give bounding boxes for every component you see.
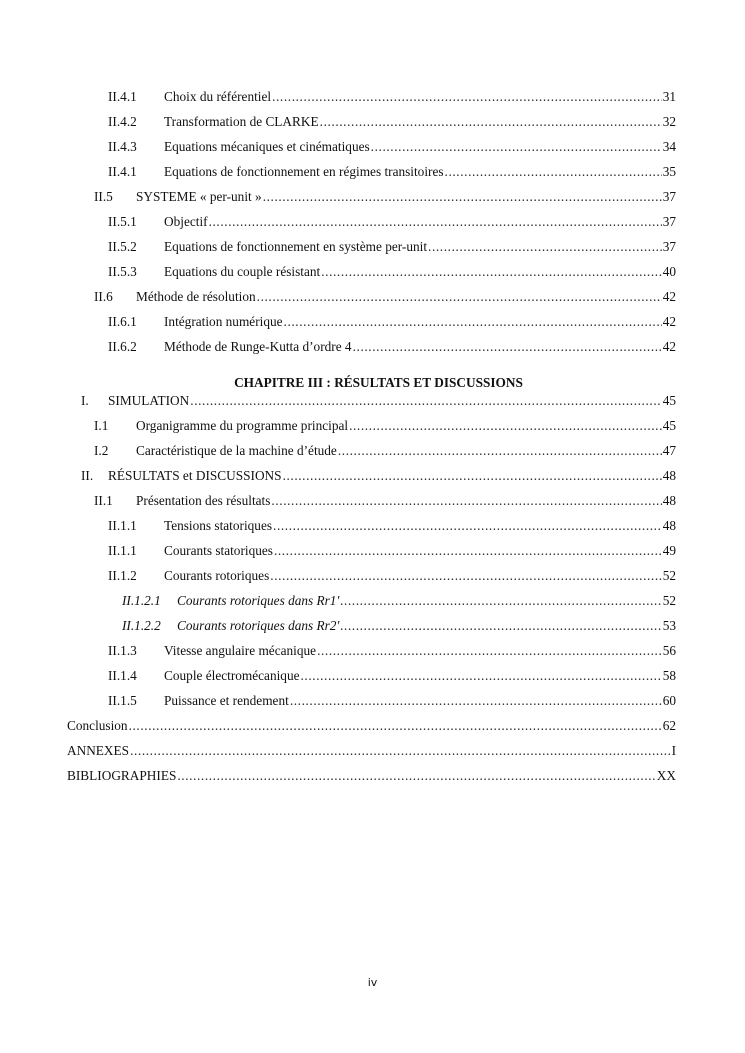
- toc-entry-number: II.5: [94, 189, 113, 204]
- toc-entry[interactable]: [81, 393, 676, 413]
- toc-entry-title: Caractéristique de la machine d’étude: [136, 443, 337, 458]
- dot-leader: [209, 214, 662, 230]
- toc-entry-page: 45: [662, 418, 676, 433]
- toc-entry-page: 52: [662, 568, 676, 583]
- toc-entry-number: II.1.1: [108, 518, 137, 533]
- toc-entry-title: Intégration numérique: [164, 314, 283, 329]
- toc-entry-page: 47: [662, 443, 676, 458]
- toc-entry-number: II.4.2: [108, 114, 137, 129]
- toc-entry-page: 42: [662, 289, 676, 304]
- toc-entry-number: II.4.1: [108, 89, 137, 104]
- toc-entry-title: RÉSULTATS et DISCUSSIONS: [108, 468, 282, 483]
- chapter-heading-text: CHAPITRE III : RÉSULTATS ET DISCUSSIONS: [234, 375, 523, 390]
- toc-entry-title: Courants rotoriques dans Rr2′: [177, 618, 340, 633]
- toc-entry-page: 58: [662, 668, 676, 683]
- toc-entry-page: 45: [662, 393, 676, 408]
- toc-entry-title: Courants statoriques: [164, 543, 273, 558]
- dot-leader: [129, 718, 662, 734]
- toc-entry-number: II.1.5: [108, 693, 137, 708]
- toc-entry[interactable]: [108, 214, 676, 234]
- toc-entry-number: II.5.1: [108, 214, 137, 229]
- dot-leader: [130, 743, 671, 759]
- toc-entry-page: 37: [662, 189, 676, 204]
- dot-leader: [321, 264, 661, 280]
- toc-entry-title: Courants rotoriques: [164, 568, 270, 583]
- toc-entry-number: II.1.2: [108, 568, 137, 583]
- dot-leader: [284, 314, 662, 330]
- toc-entry-number: II.1.3: [108, 643, 137, 658]
- toc-entry-title: SYSTEME « per-unit »: [136, 189, 262, 204]
- toc-entry-title: SIMULATION: [108, 393, 190, 408]
- toc-entry-page: 34: [662, 139, 676, 154]
- toc-entry[interactable]: [108, 314, 676, 334]
- toc-entry-title: BIBLIOGRAPHIES: [67, 768, 177, 783]
- toc-entry[interactable]: [122, 593, 676, 613]
- toc-entry[interactable]: [94, 289, 676, 309]
- toc-entry-page: 37: [662, 214, 676, 229]
- dot-leader: [320, 114, 662, 130]
- toc-entry-title: Equations mécaniques et cinématiques: [164, 139, 370, 154]
- toc-entry-page: 49: [662, 543, 676, 558]
- dot-leader: [270, 568, 661, 584]
- toc-entry-number: I.: [81, 393, 89, 408]
- dot-leader: [349, 418, 662, 434]
- dot-leader: [273, 518, 662, 534]
- toc-entry-title: Méthode de Runge-Kutta d’ordre 4: [164, 339, 352, 354]
- toc-entry-number: II.: [81, 468, 94, 483]
- toc-entry[interactable]: [94, 493, 676, 513]
- toc-entry-title: Couple électromécanique: [164, 668, 300, 683]
- dot-leader: [317, 643, 662, 659]
- dot-leader: [190, 393, 661, 409]
- toc-entry-title: Transformation de CLARKE: [164, 114, 319, 129]
- toc-entry[interactable]: [108, 264, 676, 284]
- toc-entry-title: Equations de fonctionnement en système per-unit: [164, 239, 428, 254]
- toc-entry[interactable]: [108, 543, 676, 563]
- toc-entry-number: I.1: [94, 418, 109, 433]
- toc-entry-title: Conclusion: [67, 718, 128, 733]
- toc-entry-page: 32: [662, 114, 676, 129]
- toc-entry-number: I.2: [94, 443, 109, 458]
- toc-entry-number: II.6.1: [108, 314, 137, 329]
- toc-entry[interactable]: [108, 518, 676, 538]
- toc-entry[interactable]: [108, 164, 676, 184]
- toc-entry-number: II.1: [94, 493, 113, 508]
- toc-entry[interactable]: [108, 339, 676, 359]
- toc-entry-title: ANNEXES: [67, 743, 130, 758]
- toc-entry-number: II.4.1: [108, 164, 137, 179]
- toc-entry-page: 48: [662, 468, 676, 483]
- toc-entry-page: 42: [662, 339, 676, 354]
- toc-entry-number: II.5.2: [108, 239, 137, 254]
- toc-entry-title: Méthode de résolution: [136, 289, 256, 304]
- toc-entry-title: Puissance et rendement: [164, 693, 289, 708]
- toc-entry-number: II.4.3: [108, 139, 137, 154]
- page-number-footer: iv: [367, 976, 378, 989]
- dot-leader: [353, 339, 662, 355]
- toc-entry-page: 35: [662, 164, 676, 179]
- toc-entry-page: 48: [662, 493, 676, 508]
- dot-leader: [257, 289, 662, 305]
- dot-leader: [338, 443, 662, 459]
- chapter-heading: [0, 375, 745, 391]
- toc-entry-page: 52: [662, 593, 676, 608]
- toc-entry-title: Organigramme du programme principal: [136, 418, 349, 433]
- toc-entry-number: II.1.1: [108, 543, 137, 558]
- toc-entry-number: II.1.4: [108, 668, 137, 683]
- toc-entry-title: Vitesse angulaire mécanique: [164, 643, 317, 658]
- dot-leader: [177, 768, 655, 784]
- toc-entry[interactable]: [81, 468, 676, 488]
- toc-entry[interactable]: [108, 668, 676, 688]
- toc-entry[interactable]: [108, 89, 676, 109]
- toc-entry[interactable]: [108, 114, 676, 134]
- dot-leader: [271, 493, 661, 509]
- dot-leader: [340, 593, 661, 609]
- toc-entry-page: 56: [662, 643, 676, 658]
- toc-entry-title: Equations du couple résistant: [164, 264, 321, 279]
- toc-entry[interactable]: [108, 239, 676, 259]
- toc-entry-number: II.1.2.2: [122, 618, 161, 633]
- toc-entry[interactable]: [108, 568, 676, 588]
- toc-entry[interactable]: [108, 693, 676, 713]
- toc-entry-page: 31: [662, 89, 676, 104]
- toc-entry[interactable]: [122, 618, 676, 638]
- toc-entry-title: Présentation des résultats: [136, 493, 271, 508]
- toc-entry-title: Objectif: [164, 214, 208, 229]
- toc-entry-page: 42: [662, 314, 676, 329]
- dot-leader: [301, 668, 662, 684]
- dot-leader: [274, 543, 662, 559]
- toc-entry[interactable]: [108, 139, 676, 159]
- toc-entry-title: Courants rotoriques dans Rr1′: [177, 593, 340, 608]
- toc-entry-page: 60: [662, 693, 676, 708]
- dot-leader: [283, 468, 662, 484]
- toc-entry-number: II.1.2.1: [122, 593, 161, 608]
- dot-leader: [263, 189, 662, 205]
- dot-leader: [340, 618, 661, 634]
- toc-entry-page: 37: [662, 239, 676, 254]
- toc-entry[interactable]: [94, 189, 676, 209]
- toc-entry-number: II.6: [94, 289, 113, 304]
- toc-entry-page: 40: [662, 264, 676, 279]
- dot-leader: [272, 89, 662, 105]
- toc-entry[interactable]: [67, 768, 676, 788]
- toc-entry-title: Tensions statoriques: [164, 518, 273, 533]
- toc-entry[interactable]: [94, 443, 676, 463]
- toc-entry-page: 53: [662, 618, 676, 633]
- dot-leader: [290, 693, 662, 709]
- dot-leader: [371, 139, 662, 155]
- toc-entry-page: I: [671, 743, 676, 758]
- toc-entry[interactable]: [67, 718, 676, 738]
- dot-leader: [428, 239, 662, 255]
- toc-entry-page: 62: [662, 718, 676, 733]
- toc-entry-title: Choix du référentiel: [164, 89, 272, 104]
- toc-entry-page: 48: [662, 518, 676, 533]
- toc-entry-title: Equations de fonctionnement en régimes transitoires: [164, 164, 444, 179]
- toc-entry[interactable]: [94, 418, 676, 438]
- toc-entry[interactable]: [67, 743, 676, 763]
- toc-entry-page: XX: [656, 768, 676, 783]
- toc-entry-number: II.6.2: [108, 339, 137, 354]
- toc-entry-number: II.5.3: [108, 264, 137, 279]
- dot-leader: [445, 164, 662, 180]
- toc-entry[interactable]: [108, 643, 676, 663]
